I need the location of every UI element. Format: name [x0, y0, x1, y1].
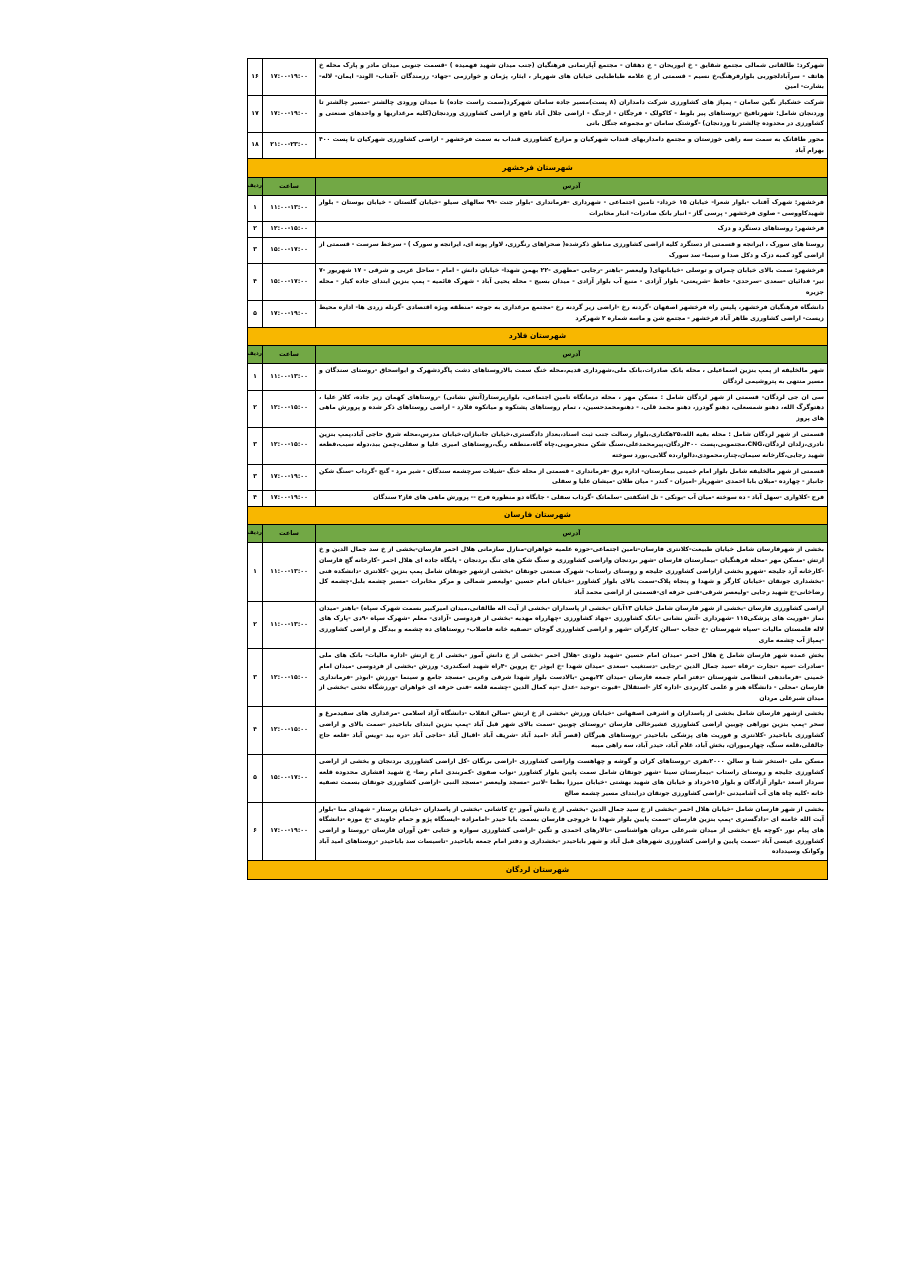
table-row — [248, 427, 828, 464]
outage-time-cell: ۱۱:۰۰-۱۳:۰۰ — [263, 543, 316, 601]
column-header-row — [248, 346, 828, 364]
outage-row-number-cell: ۶ — [248, 802, 263, 860]
table-row — [248, 543, 828, 601]
column-header-row-number: ردیف — [248, 346, 263, 364]
outage-address-cell: شهرکرد: طالقانی شمالی مجتمع شقایق - خ ابوریحان - خ دهقان - مجتمع آپارتمانی فرهنگیان (جنب میدان شهید فهمیده ) -قسمت جنوبی میدان مادر و پارک محله خ هاتف - سرآبادلجوربی بلوارفرهنگ،خ نسیم - قسمتی از خ علامه طباطبایی خیابان های شهربار ، ایثار، پژمان و خوارزمی -جهاد- رزمندگان -آفتاب- الوند- ایمان- لاله- بشارت- امین — [316, 59, 828, 96]
outage-address-cell: شهر مالخلیفه از پمپ بنزین اسماعیلی ، محله بانک صادرات،بانک ملی،شهرداری قدیم،محله خنگ سمت بالاروستاهای دشت پاگردشهرک و ابواسحاق -روستای سندگان و مسیر منتهی به پتروشیمی لردگان — [316, 364, 828, 390]
column-header-time: ساعت — [263, 346, 316, 364]
city-header-label: شهرستان فرخشهر — [248, 159, 828, 178]
outage-address-cell: بخشی از شهر فارسان شامل -خیابان هلال احمر -بخشی از خ سید جمال الدین -بخشی از خ دانش آموز -خ کاشانی -بخشی از پاسداران -خیابان پرستار - شهدای منا -بلوار آیت الله خامنه ای -دادگستری -پمپ بنزین فارسان -سمت پایین بلوار شهدا تا خروجی فارسان بسمت بابا حیدر -امامزاده -ایستگاه پژو و حمام جاویدی -خ موزه -دانشگاه های پیام نور -کوچه باغ -بخشی از میدان شبرعلی مردان هواشناسی -تالارهای احمدی و تگین -اراضی کشاورزی سوازه و ختایی -فن آوران فارسان -روستا و اراضی کشاورزی عیسی آباد -سمت پایین و اراضی کشاورزی شهرهای قبل آباد و شهر باباحیدر -بخشداری و دفتر امام جمعه باباحیدر -تاسیسات سد باباحیدر -روستاهای امید آباد وکوانک وسیدداده — [316, 802, 828, 860]
column-header-time: ساعت — [263, 525, 316, 543]
outage-address-cell: محور طاقانک به سمت سه راهی خوزستان و مجتمع دامداربهای قنداب شهرکیان و مزارع کشاورزی قنداب به سمت فرخشهر - اراضی کشاورزی شهرکیان تا پست ۴۰۰ بهرام آباد — [316, 132, 828, 158]
column-header-address: آدرس — [316, 525, 828, 543]
column-header-row-number: ردیف — [248, 177, 263, 195]
outage-address-cell: مسکن ملی -استخر شنا و سالن ۲۰۰۰نفری -روستاهای کران و گوشه و چهاهست واراضی کشاورزی -اراضی برنگان -کل اراضی کشاورزی بردنجان و بخشی از اراضی کشاورزی جلیجه و روستای راستاب -بیمارستان سینا -شهر جونقان شامل سمت پایین بلوار کشاورز -نواب صفوی -کمربندی امام رضا- خ شهید افشاری محدوده قلعه سردار اسعد -بلوار آزادگان و بلوار ۱۵خرداد و خیابان های شهید بهشتی -خیابان میرزا بطما -لاتبر -مسجد ولیعصر -مسجد النبی -اراضی کشاورزی جونقان بسمت تصفیه خانه -کلیه چاه های آب آشامیدنی -اراضی کشاورزی جونقان درابتدای مسیر چشمه صالح — [316, 755, 828, 803]
table-row — [248, 95, 828, 132]
outage-address-cell: اراضی کشاورزی فارسان -بخشی از شهر فارسان شامل خیابان ۱۳آبان -بخشی از پاسداران -بخشی از آیت اله طالقانی،میدان امیرکبیر بسمت شهرک سپاه) -باهنر -میدان نماز -فوریت های پزشکی۱۱۵ -شهرداری -آتش نشانی -بانک کشاورزی -جهاد کشاورزی -چهارراه مهدیه -بخشی از فردوسی -آزادی- معلم -شهرک سپاه -۹دی -پارک های لاله قلمستان مالیات -سپاه شهرستان -خ حجاب -سالن کارگران -شهر و اراضی کشاورزی گوجان -تصفیه خانه فاضلاب- روستاهای ده چشمه و بیدگل و اراضی کشاورزی -پمپاژ آب چشمه ماری — [316, 601, 828, 649]
outage-address-cell: فرخشهر: روستاهای دستگرد و دزک — [316, 222, 828, 238]
outage-row-number-cell: ۲ — [248, 222, 263, 238]
outage-row-number-cell: ۵ — [248, 755, 263, 803]
table-row — [248, 132, 828, 158]
outage-row-number-cell: ۱ — [248, 543, 263, 601]
outage-row-number-cell: ۱ — [248, 364, 263, 390]
outage-time-cell: ۱۲:۰۰-۱۵:۰۰ — [263, 427, 316, 464]
table-row — [248, 301, 828, 327]
outage-row-number-cell: ۳ — [248, 237, 263, 263]
outage-row-number-cell: ۳ — [248, 649, 263, 707]
city-header-row — [248, 159, 828, 178]
outage-address-cell: قسمتی از شهر مالخلیفه شامل بلوار امام خمینی بیمارستان- اداره برق -فرمانداری - قسمتی از محله خنگ -شیلات سرچشمه سندگان - شیر مرد - گنج -گرداب -سنگ شکن جانباز - چهارده -میلان بابا احمدی -شهریار -امیران - کندر - میان طلان -میشان علیا و سفلی — [316, 464, 828, 490]
outage-row-number-cell: ۱۸ — [248, 132, 263, 158]
table-row — [248, 649, 828, 707]
outage-address-cell: فرخشهر: شهرک آفتاب -بلوار شعرا- خیابان ۱۵ خرداد- تامین اجتماعی - شهرداری -فرمانداری -بلوار جنت -۹۹ سالهای سیلو -خیابان گلستان - خیابان بوستان - بلوار شهیدکاووسی - صلوی فرخشهر - پرسی گاز - انبار بانک صادرات- انبار مخابرات — [316, 196, 828, 222]
table-row — [248, 755, 828, 803]
outage-address-cell: بخش عمده شهر فارسان شامل خ هلال احمر -میدان امام حسین -شهید دلودی -هلال احمر -بخشی از خ دانش آموز -بخشی از خ ارتش -اداره مالیات- بانک های ملی -صادرات -سپه -تجارت -رفاه -سید جمال الدین -رجایی -دستغیب -سعدی -میدان شهدا -خ ابوذر -خ پروین -۴راه شهید اسکندری- ورزش -بخشی از فردوسی -میدان امام خمینی -فرماندهی انتظامی شهرستان -دفتر امام جمعه فارسان -میدان ۲۲بهمن -بالادست بلوار شهدا شرقی وغربی -مسجد جامع و سینما -ورزش -ابوذر -فرمانداری فارسان -محلی - دانشگاه هنر و علمی کاربردی -اداره کار -استقلال -قبوت -توحید -عدل -تپه کمال الدین -چشمه قلعه -فنی حرفه ای خواهران -ورزشگاه تختی -بخشی از میدان شبرعلی مردان — [316, 649, 828, 707]
outage-time-cell: ۱۵:۰۰-۱۷:۰۰ — [263, 237, 316, 263]
outage-time-cell: ۱۲:۰۰-۱۵:۰۰ — [263, 390, 316, 427]
table-row — [248, 222, 828, 238]
outage-time-cell: ۱۲:۰۰-۱۵:۰۰ — [263, 222, 316, 238]
outage-time-cell: ۱۱:۰۰-۱۳:۰۰ — [263, 601, 316, 649]
city-header-label: شهرستان فارسان — [248, 506, 828, 525]
outage-row-number-cell: ۵ — [248, 301, 263, 327]
table-row — [248, 59, 828, 96]
outage-address-cell: فرخشهر: سمت بالای خیابان چمران و توسلی -خیابانهای( ولیعصر -باهنر -رجایی -مطهری -۲۲ بهمن شهدا- خیابان دانش - امام - ساحل غربی و شرقی - ۱۷ شهریور -۷ تیر- فدائیان -سعدی -سرحدی- حافظ -شریعتی- بلوار آزادی - منبع آب بلوار آزادی - میدان بسیج - محله یحیی آباد - شهرک قائمیه - پمپ بنزین ابتدای جاده کیار - محله جزیره — [316, 264, 828, 301]
table-row — [248, 237, 828, 263]
outage-address-cell: بخشی از شهرفارسان شامل خیابان طبیعت-کلانتری فارسان-تامین اجتماعی-حوزه علمیه خواهران-منازل سازمانی هلال احمر فارسان-بخشی از خ سد جمال الدین و خ ارتش -مسکن مهر -محله فرهنگیان -بیمارستان فارسان -شهر بردنجان واراضی کشاورزی و سنگ شکن های تنگ بردنجان - پایگاه جاده ای هلال احمر -کارخانه گچ فارسان -کارخانه آرد جلیجه -شهرو بخشی ازاراضی کشاورزی جلیجه و روستای راستاب- شهرک صنعتی جونقان -بخشی ازشهر جونقان شامل پمپ بنزین -کلانتری -دانشکده فنی -بخشداری جونقان -خیابان کارگر و شهدا و پنجاه پلاک-سمت بالای بلوار کشاورز -خیابان امام حسین -ولیعصر شمالی و مرکز مخابرات -مسیر چشمه بلبل-چشمه کل رضاخانی-خ شهید رجایی -ولیعصر شرقی-فنی حرفه ای-قسمتی از اراضی محمد آباد — [316, 543, 828, 601]
outage-time-cell: ۱۲:۰۰-۱۵:۰۰ — [263, 707, 316, 755]
outage-row-number-cell: ۳ — [248, 427, 263, 464]
outage-time-cell: ۱۷:۰۰-۱۹:۰۰ — [263, 490, 316, 506]
table-row — [248, 196, 828, 222]
column-header-row — [248, 525, 828, 543]
table-row — [248, 490, 828, 506]
outage-address-cell: شرکت خشکبار نگین سامان - پمپاژ های کشاورزی شرکت دامداران (۸ پست)مسیر جاده سامان شهرکرد(سمت راست جاده) تا میدان ورودی چالشتر -مسیر چالشتر تا وردنجان شامل: شهرتافیخ -روستاهای پیر بلوط - کاکولک - فرجگان - ارجنگ - اراضی جلال آباد نافج و اراضی کشاورزی وردنجان(کلیه مرغداریها و واحدهای صنعتی و کشاورزی در محدوده چالشتر تا وردنجان) -گوشتک سامان -و مجموعه جنگل بانی — [316, 95, 828, 132]
outage-time-cell: ۱۲:۰۰-۱۵:۰۰ — [263, 649, 316, 707]
outage-address-cell: فرح -کلاواری -سهل آباد - ده سوخته -میان آب -بونکی - تل اشکفتی -سلماتک -گرداب سفلی - جابگاه دو منظوره فرح -- پرورش ماهی های فاز۲ سندگان — [316, 490, 828, 506]
city-header-row — [248, 327, 828, 346]
outage-time-cell: ۲۱:۰۰-۲۳:۰۰ — [263, 132, 316, 158]
column-header-row-number: ردیف — [248, 525, 263, 543]
outage-row-number-cell: ۱۷ — [248, 95, 263, 132]
column-header-time: ساعت — [263, 177, 316, 195]
outage-schedule-table — [247, 58, 828, 880]
outage-row-number-cell: ۲ — [248, 390, 263, 427]
outage-time-cell: ۱۱:۰۰-۱۳:۰۰ — [263, 364, 316, 390]
outage-time-cell: ۱۷:۰۰-۱۹:۰۰ — [263, 95, 316, 132]
column-header-address: آدرس — [316, 346, 828, 364]
outage-time-cell: ۱۵:۰۰-۱۷:۰۰ — [263, 264, 316, 301]
table-row — [248, 264, 828, 301]
outage-address-cell: دانشگاه فرهنگیان فرخشهر، پلیس راه فرخشهر اصفهان -گردنه رخ -اراضی زیر گردنه رخ -مجتمع مرغداری به جوجه -منطقه ویژه اقتصادی -گرنله زردی ها- اداره محیط زیست- اراضی کشاورزی طاهر آباد فرخشهر - مجتمع شن و ماسه شماره ۲ شهرکرد — [316, 301, 828, 327]
outage-time-cell: ۱۷:۰۰-۱۹:۰۰ — [263, 464, 316, 490]
outage-time-cell: ۱۵:۰۰-۱۷:۰۰ — [263, 755, 316, 803]
outage-time-cell: ۱۷:۰۰-۱۹:۰۰ — [263, 59, 316, 96]
outage-row-number-cell: ۱ — [248, 196, 263, 222]
outage-address-cell: بخشی ازشهر فارسان شامل بخشی از پاسداران و اشرفی اصفهانی -خیابان ورزش -بخشی از خ ارتش -سالن انقلاب -دانشگاه آزاد اسلامی -مرغداری های سفیدمرغ و سحر -پمپ بنزین نوراهی چوبین اراضی کشاورزی عشیرخالی فارسان -روستای چوبین -سمت بالای شهر قبل آباد -پمپ بنزین ابتدای باباحیدر -سمت بالای و اراضی کشاورزی باباحیدر -کلانتری و فوریت های پزشکی باباحیدر -روستاهای هیرگان (قصر آباد -امید آباد -شریف آباد -اقبال آباد -حاجی آباد -دره بید -ویس آباد -قلعه حاج جالقلی،قلعه سنگ، چهارمیوران، بخش آباد، غلام آباد، حیدر آباد، سه راهی میبه — [316, 707, 828, 755]
outage-row-number-cell: ۴ — [248, 490, 263, 506]
outage-address-cell: روستا های سورک ، ایرانجه و قسمتی از دستگرد کلیه اراضی کشاورزی مناطق ذکرشده( صحراهای رنگرزی، لاوار پونه ای، ایرانجه و سورک ) - سرخط سرست - قسمتی از اراضی گود کمبه دزک و دکل صدا و سیما- سد سورک — [316, 237, 828, 263]
outage-row-number-cell: ۴ — [248, 707, 263, 755]
city-header-row — [248, 861, 828, 880]
outage-time-cell: ۱۷:۰۰-۱۹:۰۰ — [263, 301, 316, 327]
column-header-row — [248, 177, 828, 195]
table-row — [248, 802, 828, 860]
outage-row-number-cell: ۳ — [248, 464, 263, 490]
table-body — [248, 59, 828, 880]
table-row — [248, 707, 828, 755]
outage-address-cell: سی ان جی لردگان- قسمتی از شهر لردگان شامل : مسکن مهر ، محله درمانگاه تامین اجتماعی، بلوارپرستار(آتش نشانی) -روستاهای کهمان زیر جاده، کلار علیا ، دهتوگرگ الله، دهنو شمسعلی، دهنو گودرز، دهنو محمد قلی، - دهنومحمدحسین، ، تمام روستاهای پشتکوه و میانکوه فلارد - اراضی روستاهای ذکر شده و پرورش ماهی های پروز — [316, 390, 828, 427]
outage-address-cell: قسمتی از شهر لردگان شامل : محله بقیه الله،۲۵هکتاری،بلوار رسالت جنب ثبت اسناد،بعداز دادگستری،خیابان جانبازان،خیابان مدرس،محله شرق حاجی آباد،پمپ بنزین نادری،زلدان لردگان،CNG،مجتموبی،پست ۴۰۰لردگان،پیرمحمدعلی،سنگ شکن منجرموبی،چاه گاه،منطقه ربگ،روستاهای امیری علیا و سفلی،چمن ببد،دوله سیب،قطعه شهید رجایی،کارخانه سیمان،چنار،محمودی،دالوار،ده گلابی،بورد سوخته — [316, 427, 828, 464]
city-header-label: شهرستان لردگان — [248, 861, 828, 880]
outage-time-cell: ۱۷:۰۰-۱۹:۰۰ — [263, 802, 316, 860]
outage-row-number-cell: ۲ — [248, 601, 263, 649]
table-row — [248, 601, 828, 649]
table-row — [248, 364, 828, 390]
outage-row-number-cell: ۴ — [248, 264, 263, 301]
outage-time-cell: ۱۱:۰۰-۱۳:۰۰ — [263, 196, 316, 222]
table-row — [248, 390, 828, 427]
city-header-label: شهرستان فلارد — [248, 327, 828, 346]
column-header-address: آدرس — [316, 177, 828, 195]
table-row — [248, 464, 828, 490]
outage-row-number-cell: ۱۶ — [248, 59, 263, 96]
city-header-row — [248, 506, 828, 525]
